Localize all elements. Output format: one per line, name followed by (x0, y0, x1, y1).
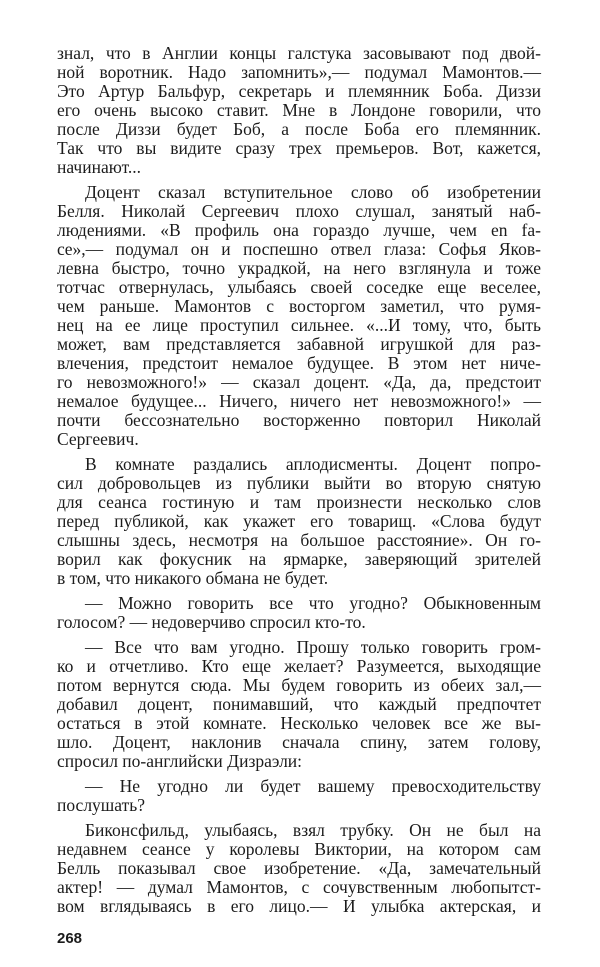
text-line: послушать? (57, 795, 145, 815)
text-line: добавил доцент, понимавший, что каждый предпочтет (57, 694, 541, 714)
text-line: Это Артур Бальфур, секретарь и племянник Боба. Диззи (57, 81, 541, 101)
text-line: влечения, предстоит немалое будущее. В этом нет ниче- (57, 353, 541, 373)
text-line: — Можно говорить все что угодно? Обыкновенным (85, 593, 541, 613)
paragraph (57, 44, 541, 177)
text-line: го невозможного!» — сказал доцент. «Да, да, предстоит (57, 372, 541, 392)
text-line: остаться в этой комнате. Несколько человек все же вы- (57, 713, 541, 733)
text-line: шло. Доцент, наклонив сначала спину, затем голову, (57, 732, 541, 752)
text-line: Биконсфильд, улыбаясь, взял трубку. Он не был на (85, 820, 541, 840)
text-line: чем раньше. Мамонтов с восторгом заметил, что румя- (57, 296, 541, 316)
text-line: начинают... (57, 157, 142, 177)
text-line: тотчас отвернулась, улыбаясь своей соседке еще веселее, (57, 277, 541, 297)
text-line: может, вам представляется забавной игрушкой для раз- (57, 334, 541, 354)
text-line: немалое будущее... Ничего, ничего нет невозможного!» — (57, 391, 541, 411)
paragraph (57, 821, 541, 916)
text-line: вом вглядываясь в его лицо.— И улыбка актерская, и (57, 896, 541, 916)
text-line: левна быстро, точно украдкой, на него взглянула и тоже (57, 258, 541, 278)
text-line: почти бессознательно восторженно повторил Николай (57, 410, 541, 430)
text-line: знал, что в Англии концы галстука засовывают под двой- (57, 43, 541, 63)
text-line: его очень высоко ставит. Мне в Лондоне говорили, что (57, 100, 541, 120)
paragraph (57, 183, 541, 449)
text-line: Белль показывал свое изобретение. «Да, замечательный (57, 858, 541, 878)
text-line: — Не угодно ли будет вашему превосходительству (85, 776, 541, 796)
text-line: после Диззи будет Боб, а после Боба его племянник. (57, 119, 541, 139)
text-line: перед публикой, как укажет его товарищ. «Слова будут (57, 511, 541, 531)
text-line: нец на ее лице проступил сильнее. «...И тому, что, быть (57, 315, 541, 335)
text-line: людениями. «В профиль она гораздо лучше, чем en fa- (57, 220, 541, 240)
paragraph (57, 638, 541, 771)
paragraph (57, 777, 541, 815)
text-line: Доцент сказал вступительное слово об изобретении (85, 182, 541, 202)
text-line: для сеанса гостиную и там произнести несколько слов (57, 492, 541, 512)
text-line: ко и отчетливо. Кто еще желает? Разумеется, выходящие (57, 656, 541, 676)
text-line: ной воротник. Надо запомнить»,— подумал Мамонтов.— (57, 62, 541, 82)
text-line: Так что вы видите сразу трех премьеров. Вот, кажется, (57, 138, 541, 158)
text-line: недавнем сеансе у королевы Виктории, на котором сам (57, 839, 541, 859)
text-line: спросил по-английски Дизраэли: (57, 751, 303, 771)
book-page-text (57, 44, 541, 922)
text-line: слышны здесь, несмотря на большое расстояние». Он го- (57, 530, 541, 550)
text-line: — Все что вам угодно. Прошу только говорить гром- (85, 637, 541, 657)
page-number: 268 (57, 930, 83, 947)
paragraph (57, 594, 541, 632)
text-line: актер! — думал Мамонтов, с сочувственным любопытст- (57, 877, 541, 897)
text-line: Сергеевич. (57, 429, 139, 449)
text-line: Белля. Николай Сергеевич плохо слушал, занятый наб- (57, 201, 541, 221)
text-line: в том, что никакого обмана не будет. (57, 568, 329, 588)
text-line: В комнате раздались аплодисменты. Доцент попро- (85, 454, 541, 474)
text-line: ворил как фокусник на ярмарке, заверяющий зрителей (57, 549, 541, 569)
text-line: потом вернутся сюда. Мы будем говорить из обеих зал,— (57, 675, 541, 695)
paragraph (57, 455, 541, 588)
text-line: голосом? — недоверчиво спросил кто-то. (57, 612, 366, 632)
text-line: сил добровольцев из публики выйти во вторую снятую (57, 473, 541, 493)
text-line: ce»,— подумал он и поспешно отвел глаза: Софья Яков- (57, 239, 541, 259)
